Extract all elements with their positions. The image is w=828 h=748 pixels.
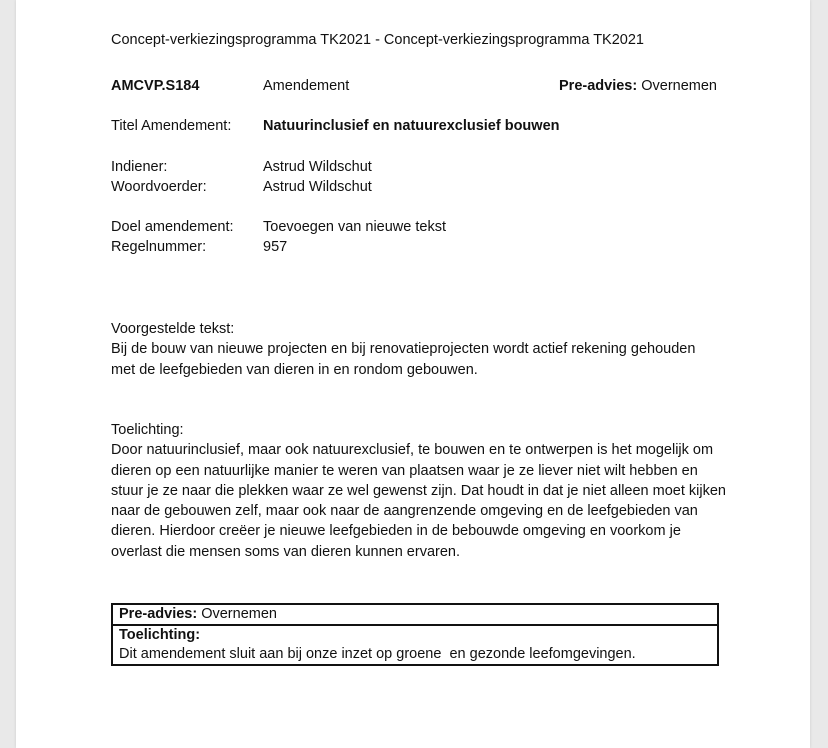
proposed-text-line: Bij de bouw van nieuwe projecten en bij renovatieprojecten wordt actief rekening gehouden <box>111 341 696 358</box>
explanation-line: dieren. Hierdoor creëer je nieuwe leefgebieden in de bebouwde omgeving en voorkom je <box>111 523 681 540</box>
doel-value: Toevoegen van nieuwe tekst <box>263 219 446 235</box>
regelnummer-value: 957 <box>263 239 288 255</box>
indiener-value: Astrud Wildschut <box>263 159 372 175</box>
explanation-line: naar de gebouwen zelf, maar ook naar de aangrenzende omgeving en de leefgebieden van <box>111 503 698 520</box>
advice-box <box>111 603 719 666</box>
explanation-label: Toelichting: <box>111 422 184 438</box>
preadvies-label: Pre-advies: <box>559 78 638 94</box>
explanation-line: Door natuurinclusief, maar ook natuurexclusief, te bouwen en te ontwerpen is het mogelijk om <box>111 442 714 459</box>
preadvies-value: Overnemen <box>641 78 717 94</box>
woordvoerder-value: Astrud Wildschut <box>263 179 372 195</box>
amendment-title: Natuurinclusief en natuurexclusief bouwen <box>263 118 560 134</box>
woordvoerder-label: Woordvoerder: <box>111 179 207 195</box>
document-header: Concept-verkiezingsprogramma TK2021 - Concept-verkiezingsprogramma TK2021 <box>111 32 644 48</box>
advice-box-toelichting-row <box>113 624 717 664</box>
explanation-section <box>111 420 726 562</box>
proposed-text-section <box>111 319 721 380</box>
proposed-text-label: Voorgestelde tekst: <box>111 321 235 337</box>
amendment-type: Amendement <box>263 78 350 94</box>
regelnummer-label: Regelnummer: <box>111 239 207 255</box>
document-page <box>16 0 810 748</box>
explanation-line: overlast die mensen soms van dieren kunnen ervaren. <box>111 543 460 560</box>
explanation-line: stuur je ze naar die plekken waar ze wel gewenst zijn. Dat houdt in dat je niet alleen moet kijken <box>111 482 726 499</box>
advice-box-preadvies-row <box>113 605 717 624</box>
preadvies-header <box>559 76 717 96</box>
advice-box-preadvies-value: Overnemen <box>201 606 277 622</box>
proposed-text-line: met de leefgebieden van dieren in en rondom gebouwen. <box>111 361 478 378</box>
advice-box-preadvies-label: Pre-advies: <box>119 606 198 622</box>
amendment-code: AMCVP.S184 <box>111 78 200 94</box>
doel-label: Doel amendement: <box>111 219 234 235</box>
indiener-label: Indiener: <box>111 159 168 175</box>
explanation-line: dieren op een natuurlijke manier te weren van plaatsen waar je ze liever niet wilt hebben en <box>111 462 698 479</box>
advice-box-toelichting-text: Dit amendement sluit aan bij onze inzet op groene en gezonde leefomgevingen. <box>119 646 636 662</box>
title-label: Titel Amendement: <box>111 118 232 134</box>
advice-box-toelichting-label: Toelichting: <box>119 627 201 643</box>
